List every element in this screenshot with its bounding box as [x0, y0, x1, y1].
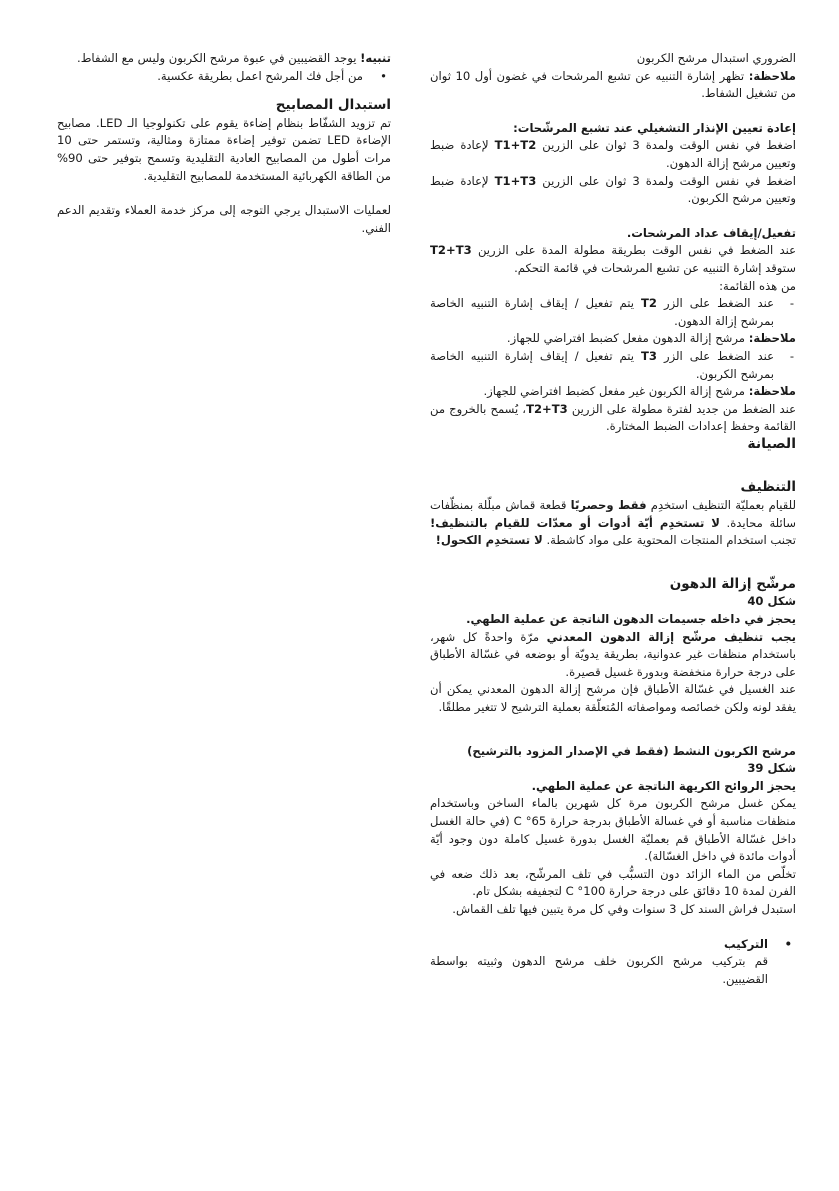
dash-item-grease: [430, 295, 796, 330]
left-column: [57, 50, 391, 237]
note-text: تظهر إشارة التنبيه عن تشبع المرشحات في غضون أول 10 ثوان من تشغيل الشفاط.: [430, 68, 796, 101]
exit-keys: T2+T3: [526, 401, 568, 416]
lamps-heading: استبدال المصابيح: [275, 97, 391, 114]
note3-label: ملاحظة:: [748, 384, 796, 399]
cleaning-bold-no-alcohol: لا تستخدِم الكحول!: [435, 533, 543, 548]
reset-carbon-paragraph: [430, 173, 796, 208]
counter-heading: تفعيل/إيقاف عداد المرشحات.: [626, 225, 796, 240]
service-paragraph: لعمليات الاستبدال يرجي التوجه إلى مركز خدمة العملاء وتقديم الدعم الفني.: [57, 203, 391, 235]
warning-paragraph: [57, 50, 391, 68]
carbon-wash-paragraph: يمكن غسل مرشح الكربون مرة كل شهرين بالماء الساخن وباستخدام منظفات مناسبة أو في غسالة الأطباق بدرجة حرارة 65° C (في حالة الغسل داخل غسّالة الأطباق قم بعمليّة الغسل بدورة غسيل كاملة دون وجود أيّة أدوات مائدة في داخل الغسّالة).: [430, 796, 797, 864]
carbon-figure-ref: شكل 39: [747, 761, 796, 776]
grease-retains-line: يحجز في داخله جسيمات الدهون الناتجة عن عملية الطهي.: [466, 612, 796, 627]
counter-text: عند الضغط في نفس الوقت بطريقة مطولة المدة على الزرين: [477, 243, 796, 258]
exit-text-end: ، يُسمح بالخروج من القائمة وحفظ إعدادات الضبط المختارة.: [430, 401, 796, 434]
dash2-text-end: يتم تفعيل / إيقاف إشارة التنبيه الخاصة بمرشح الكربون.: [430, 348, 774, 381]
carbon-filter-heading: مرشح الكربون النشط (فقط في الإصدار المزود بالترشيح): [467, 743, 796, 758]
lamps-paragraph: تم تزويد الشفّاط بنظام إضاءة يقوم على تكنولوجيا الـ LED. مصابيح الإضاءة LED تضمن توفير إضاءة ممتازة ومثالية، وتستمر حتى 10 مرات أطول من المصابيح العادية التقليدية وتسمح بتوفير حتى 90% من الطاقة الكهربائية المستخدمة للمصابيح التقليدية.: [57, 115, 391, 183]
reset-carbon-text: اضغط في نفس الوقت ولمدة 3 ثوان على الزرين: [542, 173, 797, 188]
note2-text: مرشح إزالة الدهون مفعل كضبط افتراضي للجهاز.: [506, 331, 745, 346]
maintenance-heading: الصيانة: [747, 435, 796, 452]
note3-text: مرشح إزالة الكربون غير مفعل كضبط افتراضي للجهاز.: [483, 384, 745, 399]
dash1-text-end: يتم تفعيل / إيقاف إشارة التنبيه الخاصة بمرشح إزالة الدهون.: [430, 296, 774, 328]
counter-paragraph: [430, 242, 796, 277]
carbon-replace-paragraph: استبدل فراش السند كل 3 سنوات وفي كل مرة يتبين فيها تلف القماش.: [452, 901, 796, 916]
dash1-key: T2: [641, 296, 657, 311]
install-paragraph: قم بتركيب مرشح الكربون خلف مرشح الدهون وثبيته بواسطة القضيبين.: [430, 954, 768, 986]
disassembly-bullet: • من أجل فك المرشح اعمل بطريقة عكسية.: [57, 68, 391, 86]
carbon-retains-line: يحجز الروائح الكريهة الناتجة عن عملية الطهي.: [531, 778, 796, 793]
dash-item-carbon: [430, 348, 796, 383]
counter-text-end: ستوقد إشارة التنبيه عن تشبع المرشحات في قائمة التحكم.: [514, 260, 796, 275]
grease-filter-heading: مرشّح إزالة الدهون: [669, 575, 796, 592]
grease-figure-ref: شكل 40: [747, 594, 796, 609]
reset-heading: إعادة تعيين الإنذار التشغيلي عند تشبع المرشّحات:: [513, 120, 796, 135]
cleaning-heading: التنظيف: [740, 479, 796, 496]
grease-must-clean: يجب تنظيف مرشّح إزالة الدهون المعدني: [546, 629, 796, 644]
note3-paragraph: [430, 383, 796, 401]
grease-dishwasher-paragraph: عند الغسيل في غسّالة الأطباق فإن مرشح إزالة الدهون المعدني يمكن أن يفقد لونه ولكن خصائصه ومواصفاته المُتعلّقة بعملية الترشيح لا تتغير مطلقًا.: [430, 682, 796, 714]
dash2-key: T3: [641, 348, 657, 363]
intro-line: الضروري استبدال مرشح الكربون: [636, 51, 796, 65]
reset-grease-paragraph: [430, 137, 796, 172]
cleaning-paragraph: [430, 497, 796, 550]
exit-paragraph: [430, 401, 796, 436]
reset-carbon-keys: T1+T3: [494, 173, 537, 188]
cleaning-bold-only: فقط وحصريًا: [570, 498, 647, 513]
install-heading: • التركيب: [430, 936, 796, 954]
note-paragraph: [430, 68, 796, 103]
right-column: [430, 50, 796, 988]
reset-grease-keys: T1+T2: [494, 138, 537, 153]
reset-grease-text-end: لإعادة ضبط وتعيين مرشح إزالة الدهون.: [430, 138, 796, 170]
dash2-text: عند الضغط على الزر: [663, 348, 774, 363]
exit-text: عند الضغط من جديد لفترة مطولة على الزرين: [571, 401, 796, 416]
cleaning-text-b: قطعة قماش مبلّلة بمنظّفات سائلة محايدة.: [430, 498, 796, 530]
counter-keys: T2+T3: [430, 243, 472, 258]
note-label: ملاحظة:: [748, 68, 796, 83]
note2-label: ملاحظة:: [748, 331, 796, 346]
warning-text: يوجد القضيبين في عبوة مرشح الكربون وليس مع الشفاط.: [77, 51, 357, 65]
carbon-dry-paragraph: تخلّص من الماء الزائد دون التسبُّب في تلف المرشّح، بعد ذلك ضعه في الفرن لمدة 10 دقائق على درجة حرارة 100° C لتجفيفه بشكل تام.: [430, 866, 796, 899]
reset-carbon-text-end: لإعادة ضبط وتعيين مرشح الكربون.: [430, 173, 796, 206]
warning-label: تنبيه!: [360, 51, 391, 65]
note2-paragraph: [430, 330, 796, 348]
cleaning-bold-no-tools: لا تستخدِم أيّة أدوات أو معدّات للقيام بالتنظيف!: [430, 515, 720, 530]
cleaning-text-a: للقيام بعمليّة التنظيف استخدِم: [650, 498, 797, 513]
cleaning-text-c: تجنب استخدام المنتجات المحتوية على مواد كاشطة.: [546, 533, 796, 548]
counter-menu-line: من هذه القائمة:: [719, 278, 796, 293]
reset-grease-text: اضغط في نفس الوقت ولمدة 3 ثوان على الزرين: [542, 138, 797, 153]
dash1-text: عند الضغط على الزر: [663, 296, 774, 311]
grease-cleaning-paragraph: [430, 629, 796, 682]
grease-cleaning-text: مرّة واحدةً كل شهر، باستخدام منظفات غير عدوانية، بطريقة يدويّة أو بوضعه في غسّالة الأطباق على درجة حرارة منخفضة وبدورة غسيل قصيرة.: [430, 629, 796, 679]
